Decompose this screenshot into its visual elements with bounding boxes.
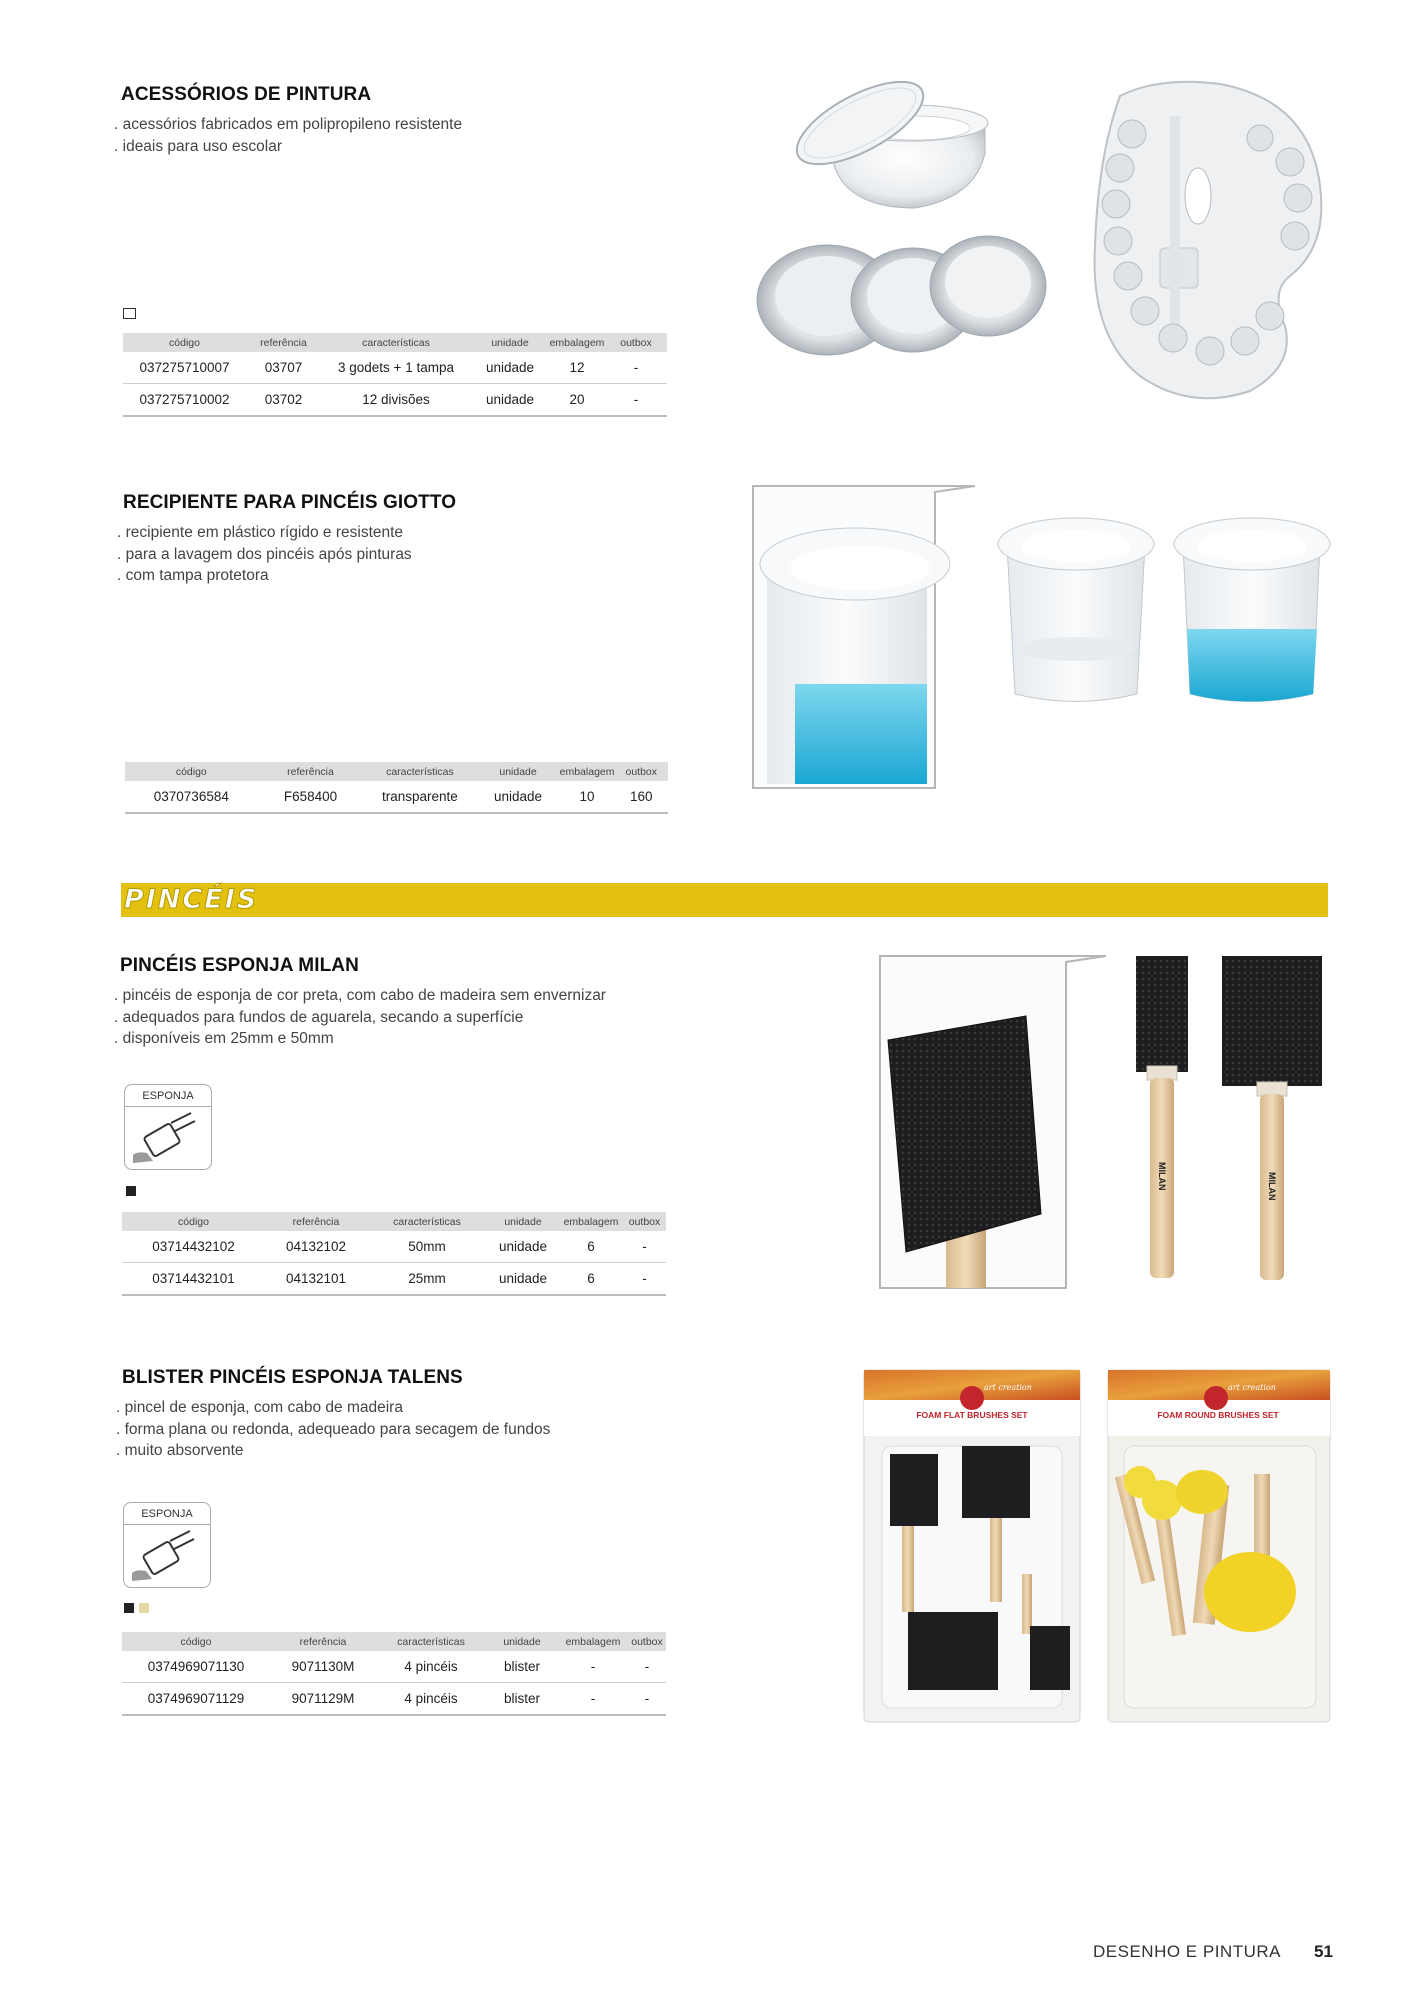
col-header: código <box>125 762 258 781</box>
col-header: referência <box>246 333 321 352</box>
category-bar-label: PINCÉIS <box>124 884 259 915</box>
cell-unidade: unidade <box>471 384 549 417</box>
table-header-row <box>123 333 667 352</box>
bullet: . forma plana ou redonda, adequeado para secagem de fundos <box>116 1419 550 1441</box>
table-header-row <box>122 1632 666 1651</box>
col-header: outbox <box>623 1212 666 1231</box>
col-header: código <box>123 333 246 352</box>
talens-round-label: FOAM ROUND BRUSHES SET <box>1157 1410 1279 1420</box>
cell-outbox: - <box>623 1263 666 1296</box>
col-header: código <box>122 1212 265 1231</box>
bullet: . com tampa protetora <box>117 565 412 587</box>
bullets-acessorios <box>114 114 462 157</box>
col-header: unidade <box>487 1212 559 1231</box>
cell-unidade: blister <box>486 1651 558 1683</box>
col-header: referência <box>270 1632 376 1651</box>
sponge-brush-icon <box>127 1111 207 1167</box>
section-title-acessorios: ACESSÓRIOS DE PINTURA <box>121 84 372 105</box>
cell-embalagem: - <box>558 1683 628 1716</box>
cell-unidade: unidade <box>487 1263 559 1296</box>
cell-codigo: 03714432101 <box>122 1263 265 1296</box>
col-header: embalagem <box>549 333 605 352</box>
col-header: código <box>122 1632 270 1651</box>
bullet: . pincel de esponja, com cabo de madeira <box>116 1397 550 1419</box>
cell-codigo: 037275710007 <box>123 352 246 384</box>
bullets-milan <box>114 985 606 1050</box>
bullets-talens <box>116 1397 550 1462</box>
cell-embalagem: 6 <box>559 1231 623 1263</box>
cell-outbox: - <box>628 1683 666 1716</box>
cell-caracteristicas: 25mm <box>367 1263 487 1296</box>
table-row <box>122 1263 666 1296</box>
col-header: embalagem <box>560 762 615 781</box>
recipiente-image <box>745 484 1340 794</box>
sponge-badge-label: ESPONJA <box>124 1508 210 1525</box>
cell-caracteristicas: 4 pincéis <box>376 1651 486 1683</box>
cell-embalagem: 12 <box>549 352 605 384</box>
sponge-badge <box>124 1084 212 1170</box>
cell-outbox: 160 <box>615 781 669 813</box>
milan-handle-print-50mm: MILAN <box>1267 1172 1277 1201</box>
cell-caracteristicas: transparente <box>363 781 476 813</box>
cell-unidade: unidade <box>476 781 559 813</box>
talens-blisters-image <box>862 1364 1336 1724</box>
cell-embalagem: 20 <box>549 384 605 417</box>
cell-codigo: 0374969071129 <box>122 1683 270 1716</box>
black-color-swatch <box>126 1186 136 1196</box>
col-header: referência <box>258 762 364 781</box>
table-row <box>125 781 668 813</box>
black-color-swatch <box>124 1603 134 1613</box>
spec-table-milan <box>122 1212 666 1296</box>
spec-table-talens <box>122 1632 666 1716</box>
col-header: características <box>376 1632 486 1651</box>
col-header: unidade <box>486 1632 558 1651</box>
bullet: . disponíveis em 25mm e 50mm <box>114 1028 606 1050</box>
col-header: características <box>321 333 471 352</box>
bullet: . ideais para uso escolar <box>114 136 462 158</box>
table-row <box>122 1231 666 1263</box>
cell-referencia: 04132102 <box>265 1231 367 1263</box>
page-number: 51 <box>1314 1942 1333 1961</box>
cell-caracteristicas: 3 godets + 1 tampa <box>321 352 471 384</box>
col-header: outbox <box>605 333 667 352</box>
bullet: . para a lavagem dos pincéis após pinturas <box>117 544 412 566</box>
cell-codigo: 037275710002 <box>123 384 246 417</box>
col-header: embalagem <box>559 1212 623 1231</box>
cell-referencia: 03702 <box>246 384 321 417</box>
table-row <box>122 1683 666 1716</box>
cream-color-swatch <box>139 1603 149 1613</box>
sponge-badge-label: ESPONJA <box>125 1090 211 1107</box>
cell-caracteristicas: 12 divisões <box>321 384 471 417</box>
talens-flat-label: FOAM FLAT BRUSHES SET <box>916 1410 1028 1420</box>
bullet: . muito absorvente <box>116 1440 550 1462</box>
cell-codigo: 03714432102 <box>122 1231 265 1263</box>
col-header: unidade <box>471 333 549 352</box>
cell-embalagem: - <box>558 1651 628 1683</box>
bullet: . acessórios fabricados em polipropileno resistente <box>114 114 462 136</box>
sponge-brush-icon <box>126 1529 206 1585</box>
table-row <box>122 1651 666 1683</box>
category-bar <box>121 883 1328 917</box>
white-color-swatch <box>123 308 136 319</box>
cell-referencia: F658400 <box>258 781 364 813</box>
cell-referencia: 04132101 <box>265 1263 367 1296</box>
cell-outbox: - <box>605 352 667 384</box>
col-header: unidade <box>476 762 559 781</box>
cell-outbox: - <box>623 1231 666 1263</box>
col-header: referência <box>265 1212 367 1231</box>
godets-image <box>755 68 1055 388</box>
spec-table-recipiente <box>125 762 668 814</box>
table-header-row <box>125 762 668 781</box>
col-header: características <box>363 762 476 781</box>
section-title-milan: PINCÉIS ESPONJA MILAN <box>120 955 359 976</box>
table-row <box>123 352 667 384</box>
footer-section-name: DESENHO E PINTURA <box>1093 1942 1281 1961</box>
col-header: outbox <box>628 1632 666 1651</box>
col-header: características <box>367 1212 487 1231</box>
cell-codigo: 0370736584 <box>125 781 258 813</box>
cell-outbox: - <box>605 384 667 417</box>
bullet: . recipiente em plástico rígido e resistente <box>117 522 412 544</box>
cell-caracteristicas: 50mm <box>367 1231 487 1263</box>
section-title-talens: BLISTER PINCÉIS ESPONJA TALENS <box>122 1367 463 1388</box>
table-row <box>123 384 667 417</box>
cell-outbox: - <box>628 1651 666 1683</box>
bullet: . pincéis de esponja de cor preta, com cabo de madeira sem envernizar <box>114 985 606 1007</box>
cell-caracteristicas: 4 pincéis <box>376 1683 486 1716</box>
cell-unidade: unidade <box>471 352 549 384</box>
cell-embalagem: 6 <box>559 1263 623 1296</box>
milan-handle-print-25mm: MILAN <box>1157 1162 1167 1191</box>
section-title-recipiente: RECIPIENTE PARA PINCÉIS GIOTTO <box>123 492 457 513</box>
cell-embalagem: 10 <box>560 781 615 813</box>
sponge-badge <box>123 1502 211 1588</box>
bullets-recipiente <box>117 522 412 587</box>
cell-codigo: 0374969071130 <box>122 1651 270 1683</box>
col-header: outbox <box>615 762 669 781</box>
cell-referencia: 9071129M <box>270 1683 376 1716</box>
palette-image <box>1080 76 1330 406</box>
talens-brand-flat: art creation <box>984 1383 1032 1392</box>
cell-referencia: 03707 <box>246 352 321 384</box>
cell-referencia: 9071130M <box>270 1651 376 1683</box>
talens-brand-round: art creation <box>1228 1383 1276 1392</box>
col-header: embalagem <box>558 1632 628 1651</box>
table-header-row <box>122 1212 666 1231</box>
cell-unidade: unidade <box>487 1231 559 1263</box>
spec-table-acessorios <box>123 333 667 417</box>
milan-brushes-image <box>876 952 1336 1292</box>
bullet: . adequados para fundos de aguarela, secando a superfície <box>114 1007 606 1029</box>
cell-unidade: blister <box>486 1683 558 1716</box>
